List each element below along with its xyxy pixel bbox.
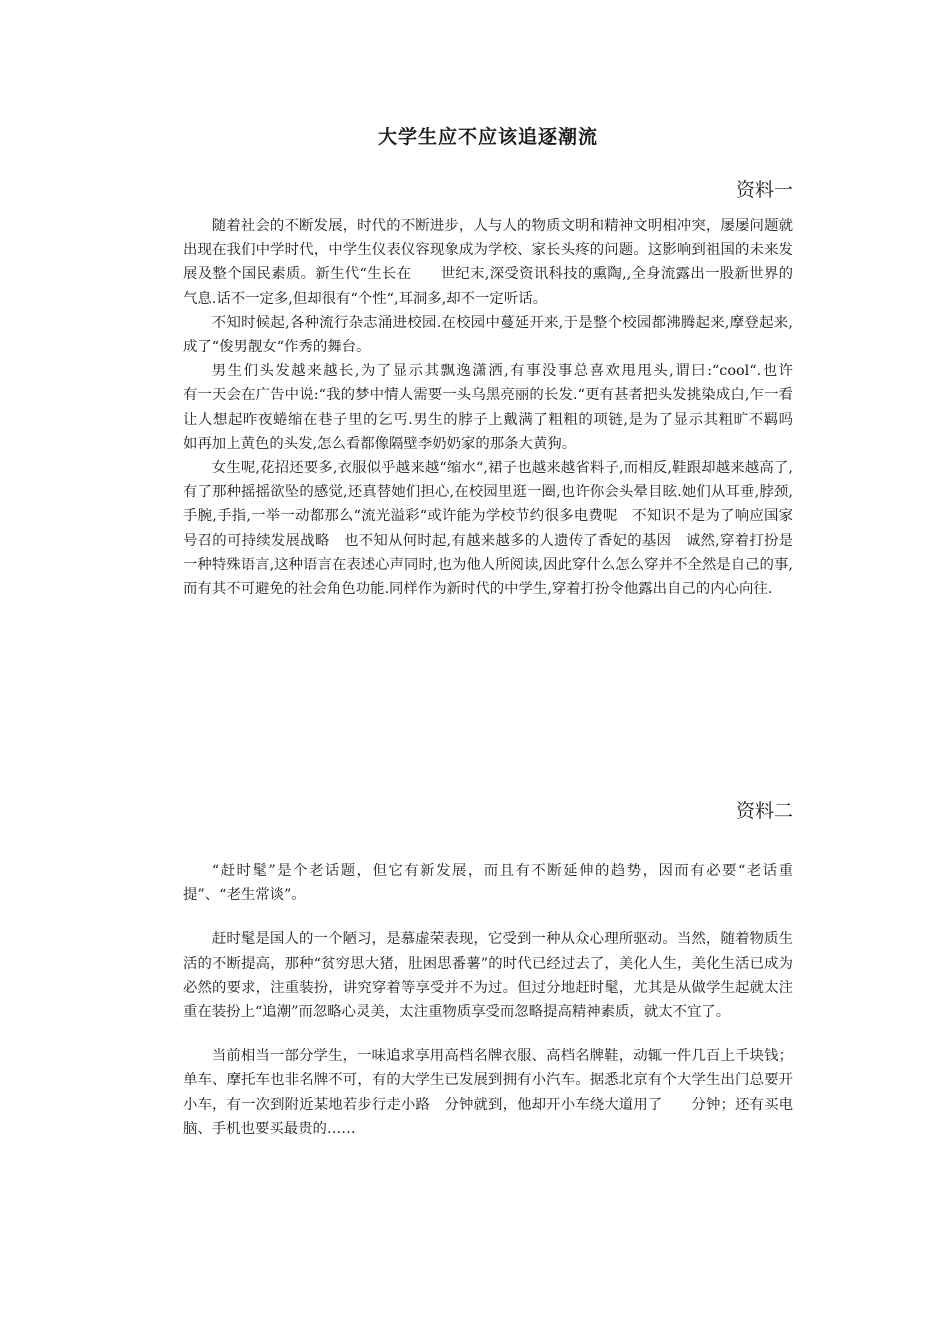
section-1-paragraph-1: 随着社会的不断发展，时代的不断进步，人与人的物质文明和精神文明相冲突，屡屡问题就出现在我们中学时代，中学生仪表仪容现象成为学校、家长头疼的问题。这影响到祖国的未来发展及整个国民素质。新生代“生长在 世纪末,深受资讯科技的熏陶,,全身流露出一股新世界的气息.话不一定多,但却很有“个性“,耳洞多,却不一定听话。 <box>183 218 793 307</box>
section-1-heading: 资料一 <box>735 179 793 201</box>
section-1-paragraph-3: 男生们头发越来越长,为了显示其飘逸潇洒,有事没事总喜欢甩甩头,谓曰:“cool“.也许 有一天会在广告中说:“我的梦中情人需要一头乌黑亮丽的长发.“更有甚者把头发挑染成白,乍一看让人想起昨夜蜷缩在巷子里的乞丐.男生的脖子上戴满了粗粗的项链,是为了显示其粗旷不羁吗 如再加上黄色的头发,怎么看都像隔壁李奶奶家的那条大黄狗。 <box>183 363 837 452</box>
section-2-body <box>183 859 793 1161</box>
section-1-body <box>183 214 837 601</box>
document-title: 大学生应不应该追逐潮流 <box>377 126 598 148</box>
section-2-heading: 资料二 <box>735 800 793 822</box>
section-2-paragraph-1: “赶时髦”是个老话题，但它有新发展，而且有不断延伸的趋势，因而有必要“老话重提”、“老生常谈”。 <box>183 863 793 904</box>
section-1-paragraph-4: 女生呢,花招还要多,衣服似乎越来越“缩水“,裙子也越来越省料子,而相反,鞋跟却越来越高了,有了那种摇摇欲坠的感觉,还真替她们担心,在校园里逛一圈,也许你会头晕目眩.她们从耳垂,脖颈,手腕,手指,一举一动都那么“流光溢彩“或许能为学校节约很多电费呢 不知识不是为了响应国家号召的可持续发展战略 也不知从何时起,有越来越多的人遗传了香妃的基因 诚然,穿着打扮是一种特殊语言,这种语言在表述心声同时,也为他人所阅读,因此穿什么怎么穿并不全然是自己的事,而有其不可避免的社会角色功能.同样作为新时代的中学生,穿着打扮令他露出自己的内心向往. <box>183 460 793 598</box>
section-2-paragraph-3: 当前相当一部分学生，一味追求享用高档名牌衣服、高档名牌鞋，动辄一件几百上千块钱；单车、摩托车也非名牌不可，有的大学生已发展到拥有小汽车。据悉北京有个大学生出门总要开小车，有一次到附近某地若步行走小路 分钟就到，他却开小车绕大道用了 分钟；还有买电脑、手机也要买最贵的…… <box>183 1048 793 1137</box>
section-2-paragraph-2: 赶时髦是国人的一个陋习，是慕虚荣表现，它受到一种从众心理所驱动。当然，随着物质生活的不断提高，那种“贫穷思大猪，肚困思番薯”的时代已经过去了，美化人生，美化生活已成为必然的要求，注重装扮，讲究穿着等享受并不为过。但过分地赶时髦，尤其是从做学生起就太注重在装扮上“追潮”而忽略心灵美，太注重物质享受而忽略提高精神素质，就太不宜了。 <box>183 931 793 1021</box>
section-1-paragraph-2: 不知时候起,各种流行杂志涌进校园.在校园中蔓延开来,于是整个校园都沸腾起来,摩登起来,成了“俊男靓女“作秀的舞台。 <box>183 314 793 356</box>
